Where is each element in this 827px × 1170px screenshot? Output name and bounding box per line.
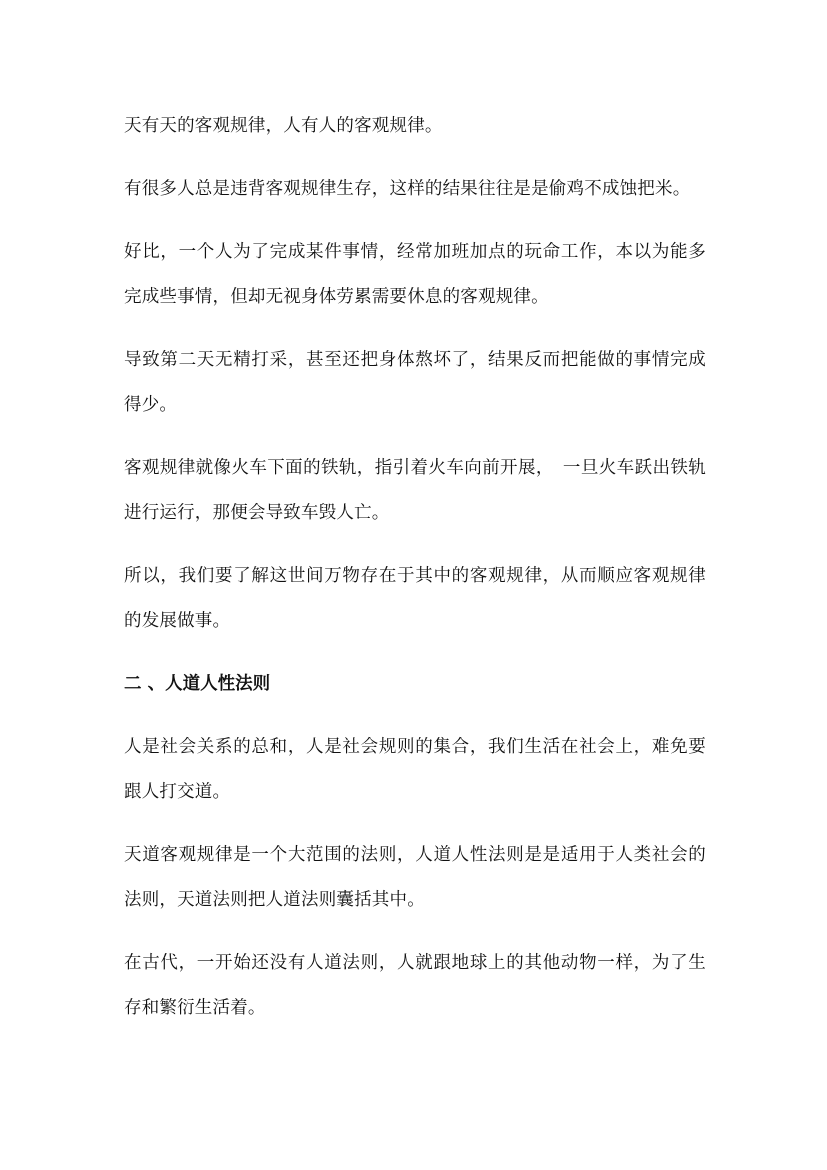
paragraph: 好比，一个人为了完成某件事情，经常加班加点的玩命工作，本以为能多完成些事情，但却无视身体劳累需要休息的客观规律。 [124,242,706,307]
paragraph: 天有天的客观规律，人有人的客观规律。 [124,116,443,136]
paragraph: 有很多人总是违背客观规律生存，这样的结果往往是是偷鸡不成蚀把米。 [124,179,691,199]
paragraph: 客观规律就像火车下面的铁轨，指引着火车向前开展， 一旦火车跃出铁轨进行运行，那便会导致车毁人亡。 [124,458,706,523]
paragraph: 所以，我们要了解这世间万物存在于其中的客观规律，从而顺应客观规律的发展做事。 [124,566,706,631]
paragraph: 天道客观规律是一个大范围的法则，人道人性法则是是适用于人类社会的法则，天道法则把人道法则囊括其中。 [124,845,706,910]
paragraph: 人是社会关系的总和，人是社会规则的集合，我们生活在社会上，难免要跟人打交道。 [124,737,706,802]
paragraph: 导致第二天无精打采，甚至还把身体熬坏了，结果反而把能做的事情完成得少。 [124,350,706,415]
paragraph: 在古代，一开始还没有人道法则，人就跟地球上的其他动物一样，为了生存和繁衍生活着。 [124,953,706,1018]
section-heading: 二 、人道人性法则 [124,674,271,694]
document-body [124,104,706,1049]
